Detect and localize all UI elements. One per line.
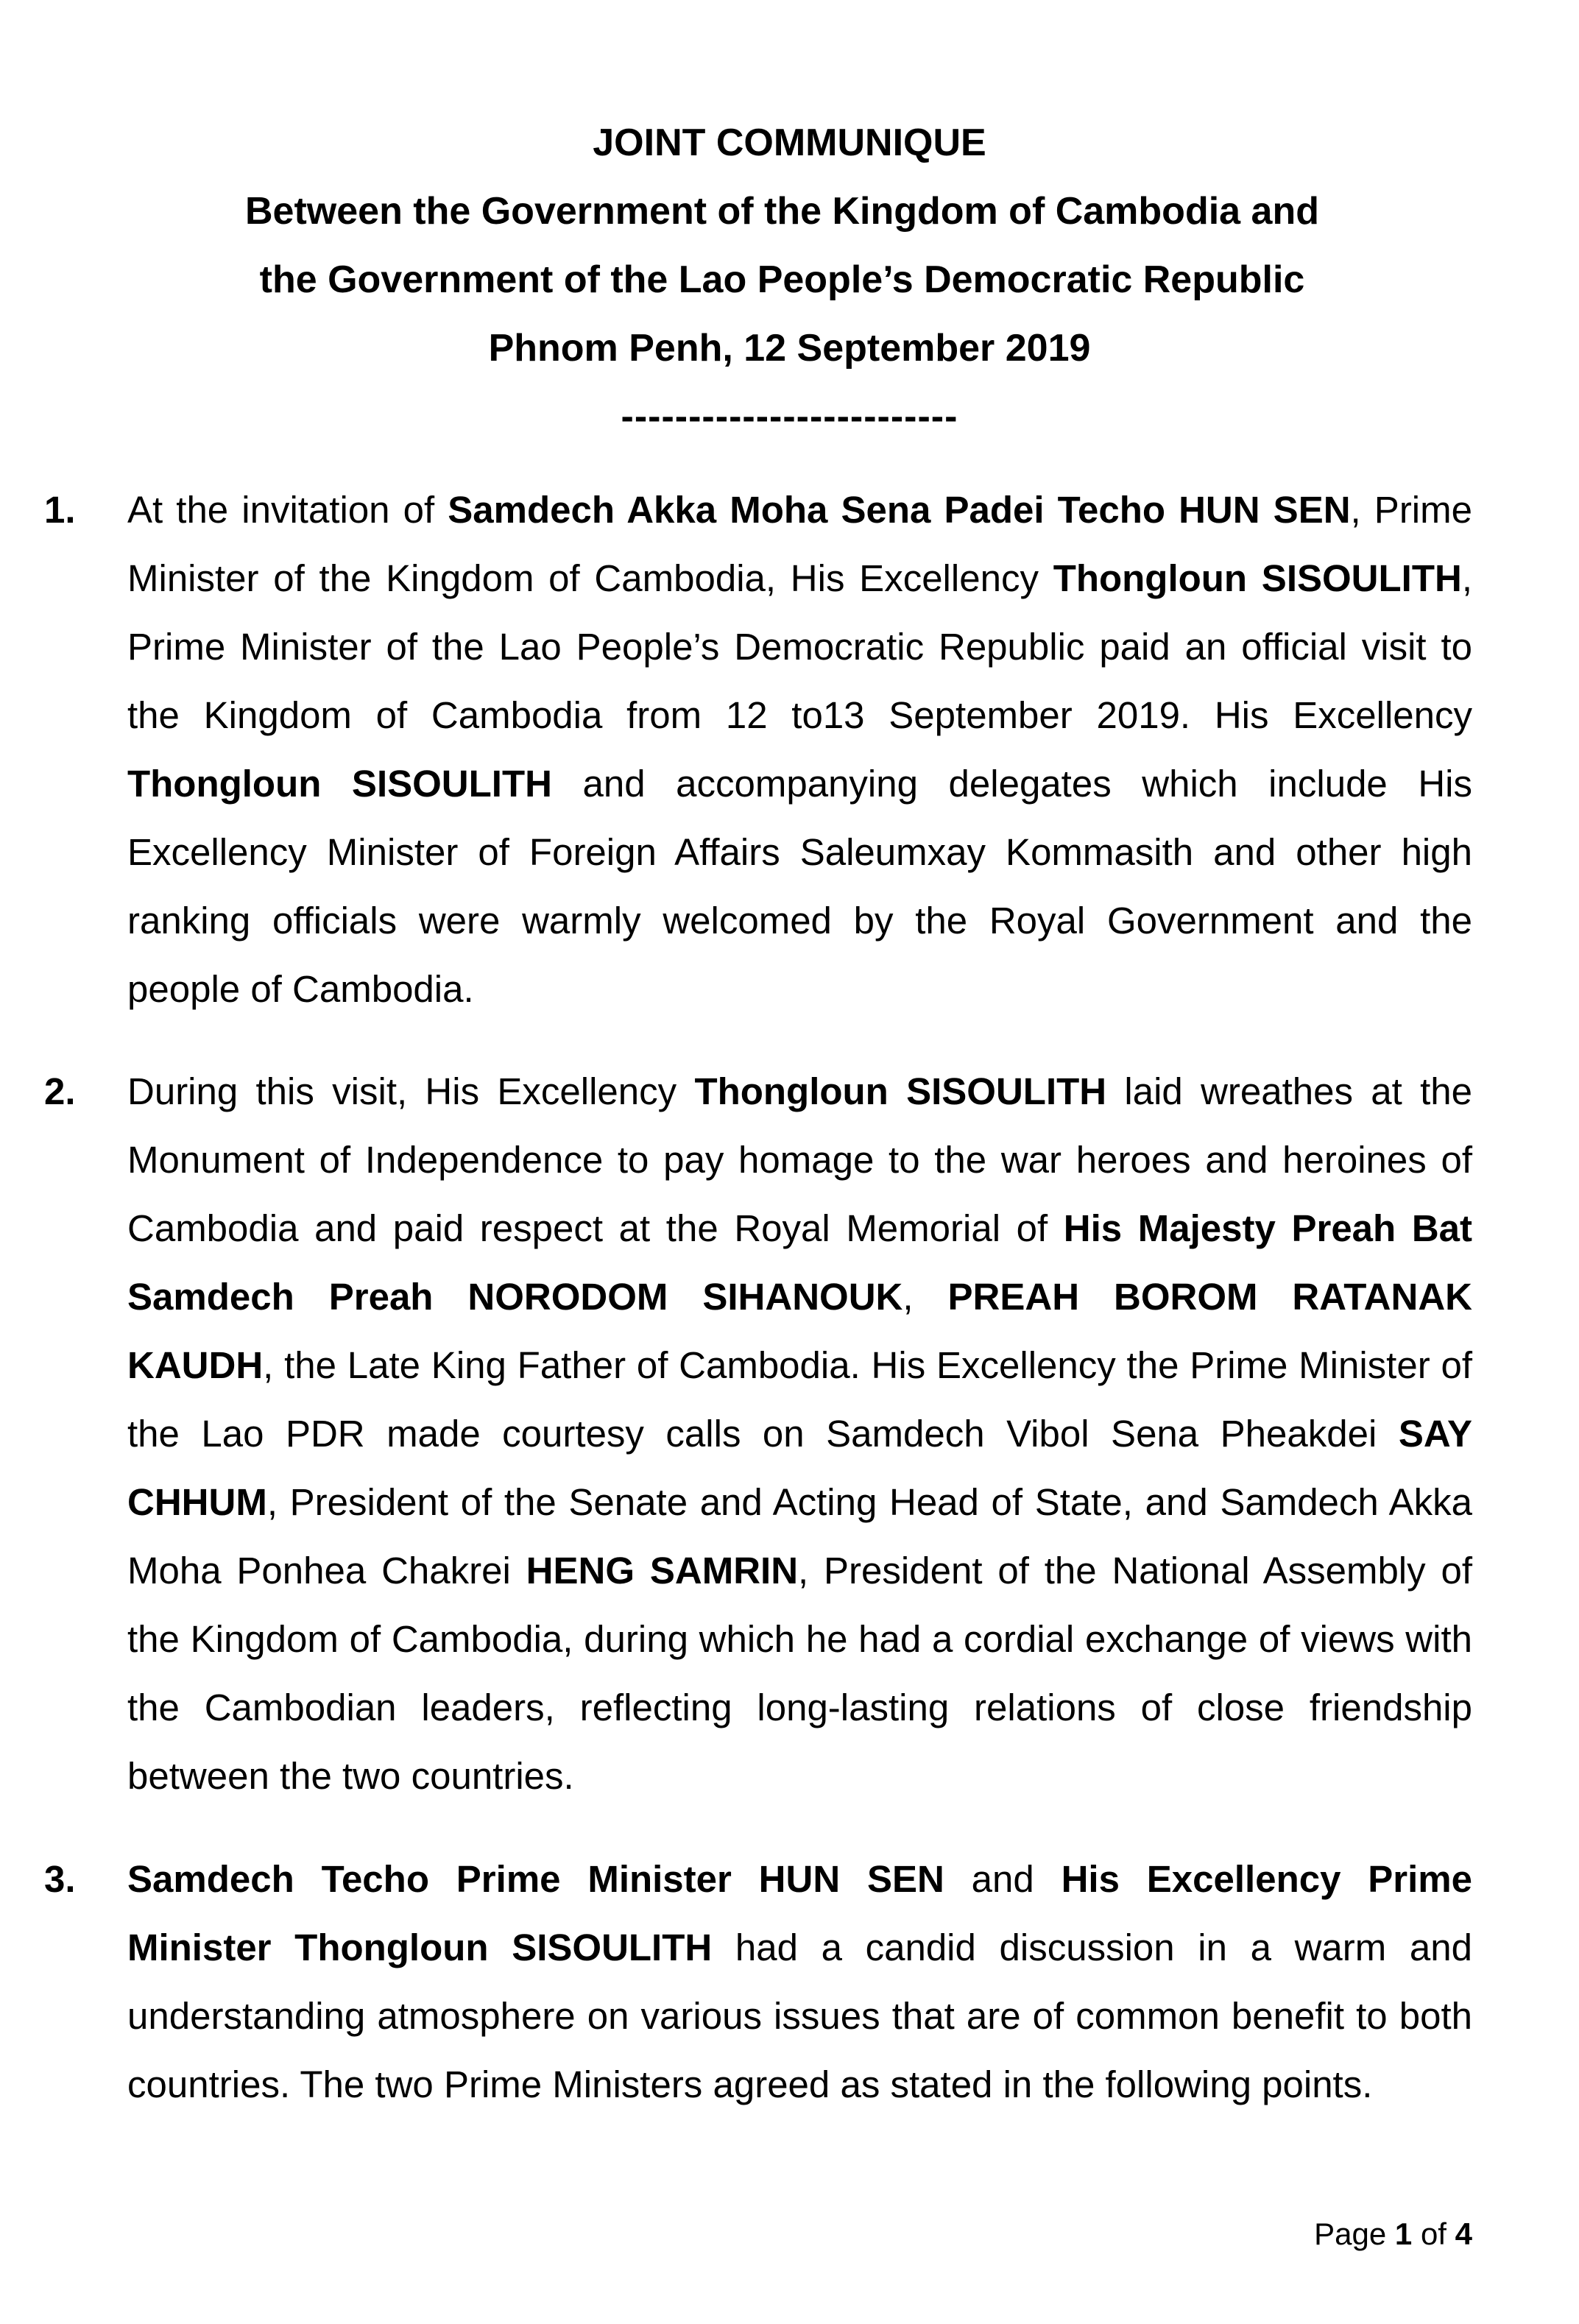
document-header <box>0 109 1579 451</box>
text-segment: , Prime Minister of the Kingdom of Cambodia, His Excellency <box>127 489 1472 599</box>
page-current: 1 <box>1394 2217 1413 2251</box>
text-segment: , President of the National Assembly of the Kingdom of Cambodia, during which he had a cordial exchange of views with the Cambodian leaders, reflecting long-lasting relations of close friendship between the two countries. <box>127 1550 1473 1797</box>
page-footer <box>1314 2212 1472 2256</box>
text-segment: During this visit, His Excellency <box>127 1070 695 1112</box>
text-segment: and <box>944 1858 1062 1900</box>
text-segment: , Prime Minister of the Lao People’s Democratic Republic paid an official visit to the Kingdom of Cambodia from 12 to13 September 2019. His Excellency <box>127 557 1472 736</box>
place-date-line: Phnom Penh, 12 September 2019 <box>488 327 1091 370</box>
paragraph-body <box>127 476 1472 1023</box>
text-segment: At the invitation of <box>127 489 448 531</box>
bold-text-segment: HENG SAMRIN <box>526 1550 799 1592</box>
paragraph-number: 3. <box>44 1858 76 1900</box>
bold-text-segment: Thongloun SISOULITH <box>694 1070 1107 1112</box>
bold-text-segment: Thongloun SISOULITH <box>127 763 552 805</box>
bold-text-segment: Thongloun SISOULITH <box>1053 557 1462 599</box>
document-title: JOINT COMMUNIQUE <box>593 121 986 164</box>
subtitle-line-1: Between the Government of the Kingdom of Cambodia and <box>245 190 1319 233</box>
bold-text-segment: PREAH BOROM RATANAK KAUDH <box>127 1276 1473 1386</box>
bold-text-segment: Samdech Akka Moha Sena Padei Techo HUN SEN <box>448 489 1351 531</box>
page-label: Page <box>1314 2217 1387 2251</box>
paragraph-number: 2. <box>44 1070 76 1112</box>
text-segment: laid wreathes at the Monument of Independence to pay homage to the war heroes and heroines of Cambodia and paid respect at the Royal Memorial of <box>127 1070 1472 1249</box>
page-of: of <box>1420 2217 1446 2251</box>
text-segment: , the Late King Father of Cambodia. His Excellency the Prime Minister of the Lao PDR made courtesy calls on Samdech Vibol Sena Pheakdei <box>127 1344 1472 1455</box>
header-divider: ------------------------- <box>621 395 958 438</box>
bold-text-segment: His Excellency Prime Minister Thongloun SISOULITH <box>127 1858 1472 1968</box>
paragraph-body <box>127 1845 1472 2119</box>
text-segment: had a candid discussion in a warm and understanding atmosphere on various issues that are of common benefit to both countries. The two Prime Ministers agreed as stated in the following points. <box>127 1926 1472 2105</box>
paragraph-number: 1. <box>44 489 76 531</box>
bold-text-segment: His Majesty Preah Bat Samdech Preah NORODOM SIHANOUK <box>127 1207 1472 1318</box>
subtitle-line-2: the Government of the Lao People’s Democratic Republic <box>259 258 1305 301</box>
bold-text-segment: Samdech Techo Prime Minister HUN SEN <box>127 1858 944 1900</box>
page-total: 4 <box>1455 2217 1472 2251</box>
text-segment: , President of the Senate and Acting Head of State, and Samdech Akka Moha Ponhea Chakrei <box>127 1481 1472 1592</box>
text-segment: and accompanying delegates which include His Excellency Minister of Foreign Affairs Saleumxay Kommasith and other high ranking officials were warmly welcomed by the Royal Government and the people of Cambodia. <box>127 763 1472 1010</box>
paragraph-body <box>127 1057 1472 1810</box>
text-segment: , <box>902 1276 948 1318</box>
bold-text-segment: SAY CHHUM <box>127 1413 1472 1523</box>
